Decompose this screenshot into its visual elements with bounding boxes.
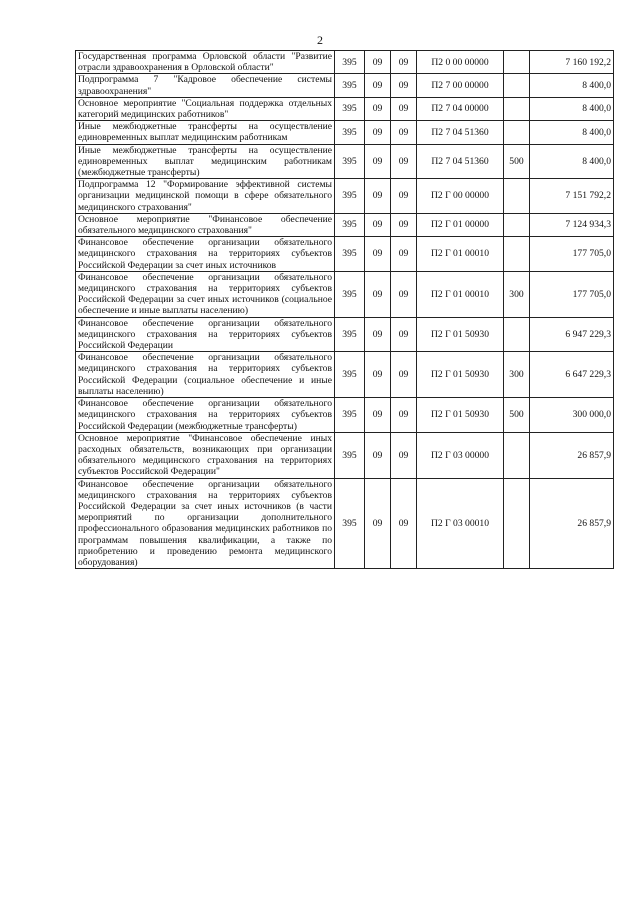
cell-pr: 09: [391, 237, 417, 272]
cell-ved: 395: [335, 478, 365, 569]
page-number: 2: [317, 33, 323, 47]
cell-csr: П2 Г 01 50930: [417, 398, 504, 433]
cell-pr: 09: [391, 144, 417, 179]
cell-pr: 09: [391, 97, 417, 120]
table-row: [76, 478, 614, 569]
cell-vr: 300: [504, 352, 530, 398]
table-row: [76, 51, 614, 74]
cell-sum: 7 151 792,2: [530, 179, 614, 214]
cell-csr: П2 7 00 00000: [417, 74, 504, 97]
cell-vr: 500: [504, 144, 530, 179]
cell-name: Финансовое обеспечение организации обязательного медицинского страхования на территориях субъектов Российской Федерации (межбюджетные трансферты): [76, 398, 335, 433]
cell-rz: 09: [365, 352, 391, 398]
table-row: [76, 97, 614, 120]
cell-sum: 26 857,9: [530, 432, 614, 478]
cell-rz: 09: [365, 478, 391, 569]
cell-sum: 8 400,0: [530, 144, 614, 179]
cell-vr: [504, 317, 530, 352]
cell-rz: 09: [365, 271, 391, 317]
table-row: [76, 213, 614, 236]
cell-vr: [504, 179, 530, 214]
cell-vr: [504, 74, 530, 97]
cell-rz: 09: [365, 213, 391, 236]
table-row: [76, 352, 614, 398]
cell-pr: 09: [391, 478, 417, 569]
cell-csr: П2 7 04 00000: [417, 97, 504, 120]
cell-ved: 395: [335, 74, 365, 97]
cell-ved: 395: [335, 237, 365, 272]
cell-vr: [504, 237, 530, 272]
cell-ved: 395: [335, 179, 365, 214]
cell-csr: П2 0 00 00000: [417, 51, 504, 74]
table-row: [76, 237, 614, 272]
cell-sum: 8 400,0: [530, 97, 614, 120]
cell-sum: 26 857,9: [530, 478, 614, 569]
cell-pr: 09: [391, 121, 417, 144]
cell-rz: 09: [365, 432, 391, 478]
cell-ved: 395: [335, 144, 365, 179]
cell-sum: 6 647 229,3: [530, 352, 614, 398]
cell-name: Финансовое обеспечение организации обязательного медицинского страхования на территориях субъектов Российской Федерации за счет иных источников (в части мероприятий по организации дополнительного профессионального образования медицинских работников по программам повышения квалификации, а также по приобретению и проведению ремонта медицинского оборудования): [76, 478, 335, 569]
cell-rz: 09: [365, 237, 391, 272]
cell-csr: П2 Г 03 00000: [417, 432, 504, 478]
cell-name: Подпрограмма 7 "Кадровое обеспечение системы здравоохранения": [76, 74, 335, 97]
cell-sum: 8 400,0: [530, 121, 614, 144]
cell-vr: [504, 97, 530, 120]
cell-csr: П2 Г 01 50930: [417, 317, 504, 352]
cell-ved: 395: [335, 51, 365, 74]
table-row: [76, 144, 614, 179]
cell-rz: 09: [365, 74, 391, 97]
cell-name: Финансовое обеспечение организации обязательного медицинского страхования на территориях субъектов Российской Федерации за счет иных источников (социальное обеспечение и иные выплаты населению): [76, 271, 335, 317]
cell-pr: 09: [391, 179, 417, 214]
cell-ved: 395: [335, 398, 365, 433]
cell-csr: П2 Г 01 00010: [417, 237, 504, 272]
cell-csr: П2 Г 01 50930: [417, 352, 504, 398]
cell-vr: [504, 213, 530, 236]
cell-rz: 09: [365, 97, 391, 120]
table-row: [76, 179, 614, 214]
cell-rz: 09: [365, 121, 391, 144]
table-row: [76, 398, 614, 433]
cell-pr: 09: [391, 317, 417, 352]
table-row: [76, 271, 614, 317]
cell-pr: 09: [391, 51, 417, 74]
cell-sum: 177 705,0: [530, 271, 614, 317]
table-row: [76, 317, 614, 352]
cell-name: Основное мероприятие "Финансовое обеспечение обязательного медицинского страхования": [76, 213, 335, 236]
cell-pr: 09: [391, 271, 417, 317]
cell-vr: [504, 432, 530, 478]
cell-pr: 09: [391, 432, 417, 478]
cell-vr: 300: [504, 271, 530, 317]
cell-sum: 177 705,0: [530, 237, 614, 272]
cell-csr: П2 Г 00 00000: [417, 179, 504, 214]
cell-sum: 8 400,0: [530, 74, 614, 97]
cell-rz: 09: [365, 398, 391, 433]
cell-ved: 395: [335, 271, 365, 317]
cell-pr: 09: [391, 74, 417, 97]
cell-name: Финансовое обеспечение организации обязательного медицинского страхования на территориях субъектов Российской Федерации за счет иных источников: [76, 237, 335, 272]
cell-vr: [504, 478, 530, 569]
cell-name: Основное мероприятие "Финансовое обеспечение иных расходных обязательств, возникающих при организации обязательного медицинского страхования на территориях субъектов Российской Федерации": [76, 432, 335, 478]
cell-csr: П2 Г 01 00010: [417, 271, 504, 317]
cell-rz: 09: [365, 179, 391, 214]
cell-name: Финансовое обеспечение организации обязательного медицинского страхования на территориях субъектов Российской Федерации (социальное обеспечение и иные выплаты населению): [76, 352, 335, 398]
cell-vr: 500: [504, 398, 530, 433]
cell-ved: 395: [335, 213, 365, 236]
cell-csr: П2 7 04 51360: [417, 144, 504, 179]
table-row: [76, 74, 614, 97]
cell-ved: 395: [335, 432, 365, 478]
cell-ved: 395: [335, 317, 365, 352]
table-row: [76, 121, 614, 144]
cell-pr: 09: [391, 398, 417, 433]
cell-name: Иные межбюджетные трансферты на осуществление единовременных выплат медицинским работникам (межбюджетные трансферты): [76, 144, 335, 179]
cell-sum: 7 124 934,3: [530, 213, 614, 236]
budget-table: [75, 50, 614, 569]
cell-rz: 09: [365, 144, 391, 179]
cell-ved: 395: [335, 97, 365, 120]
cell-ved: 395: [335, 121, 365, 144]
cell-sum: 300 000,0: [530, 398, 614, 433]
cell-csr: П2 Г 01 00000: [417, 213, 504, 236]
cell-rz: 09: [365, 51, 391, 74]
cell-pr: 09: [391, 352, 417, 398]
cell-name: Основное мероприятие "Социальная поддержка отдельных категорий медицинских работников": [76, 97, 335, 120]
cell-vr: [504, 121, 530, 144]
cell-rz: 09: [365, 317, 391, 352]
cell-name: Финансовое обеспечение организации обязательного медицинского страхования на территориях субъектов Российской Федерации: [76, 317, 335, 352]
cell-name: Подпрограмма 12 "Формирование эффективной системы организации медицинской помощи в сфере обязательного медицинского страхования": [76, 179, 335, 214]
cell-csr: П2 7 04 51360: [417, 121, 504, 144]
cell-name: Государственная программа Орловской области "Развитие отрасли здравоохранения в Орловской области": [76, 51, 335, 74]
cell-pr: 09: [391, 213, 417, 236]
cell-vr: [504, 51, 530, 74]
cell-name: Иные межбюджетные трансферты на осуществление единовременных выплат медицинским работникам: [76, 121, 335, 144]
cell-sum: 6 947 229,3: [530, 317, 614, 352]
cell-ved: 395: [335, 352, 365, 398]
table-row: [76, 432, 614, 478]
cell-csr: П2 Г 03 00010: [417, 478, 504, 569]
cell-sum: 7 160 192,2: [530, 51, 614, 74]
